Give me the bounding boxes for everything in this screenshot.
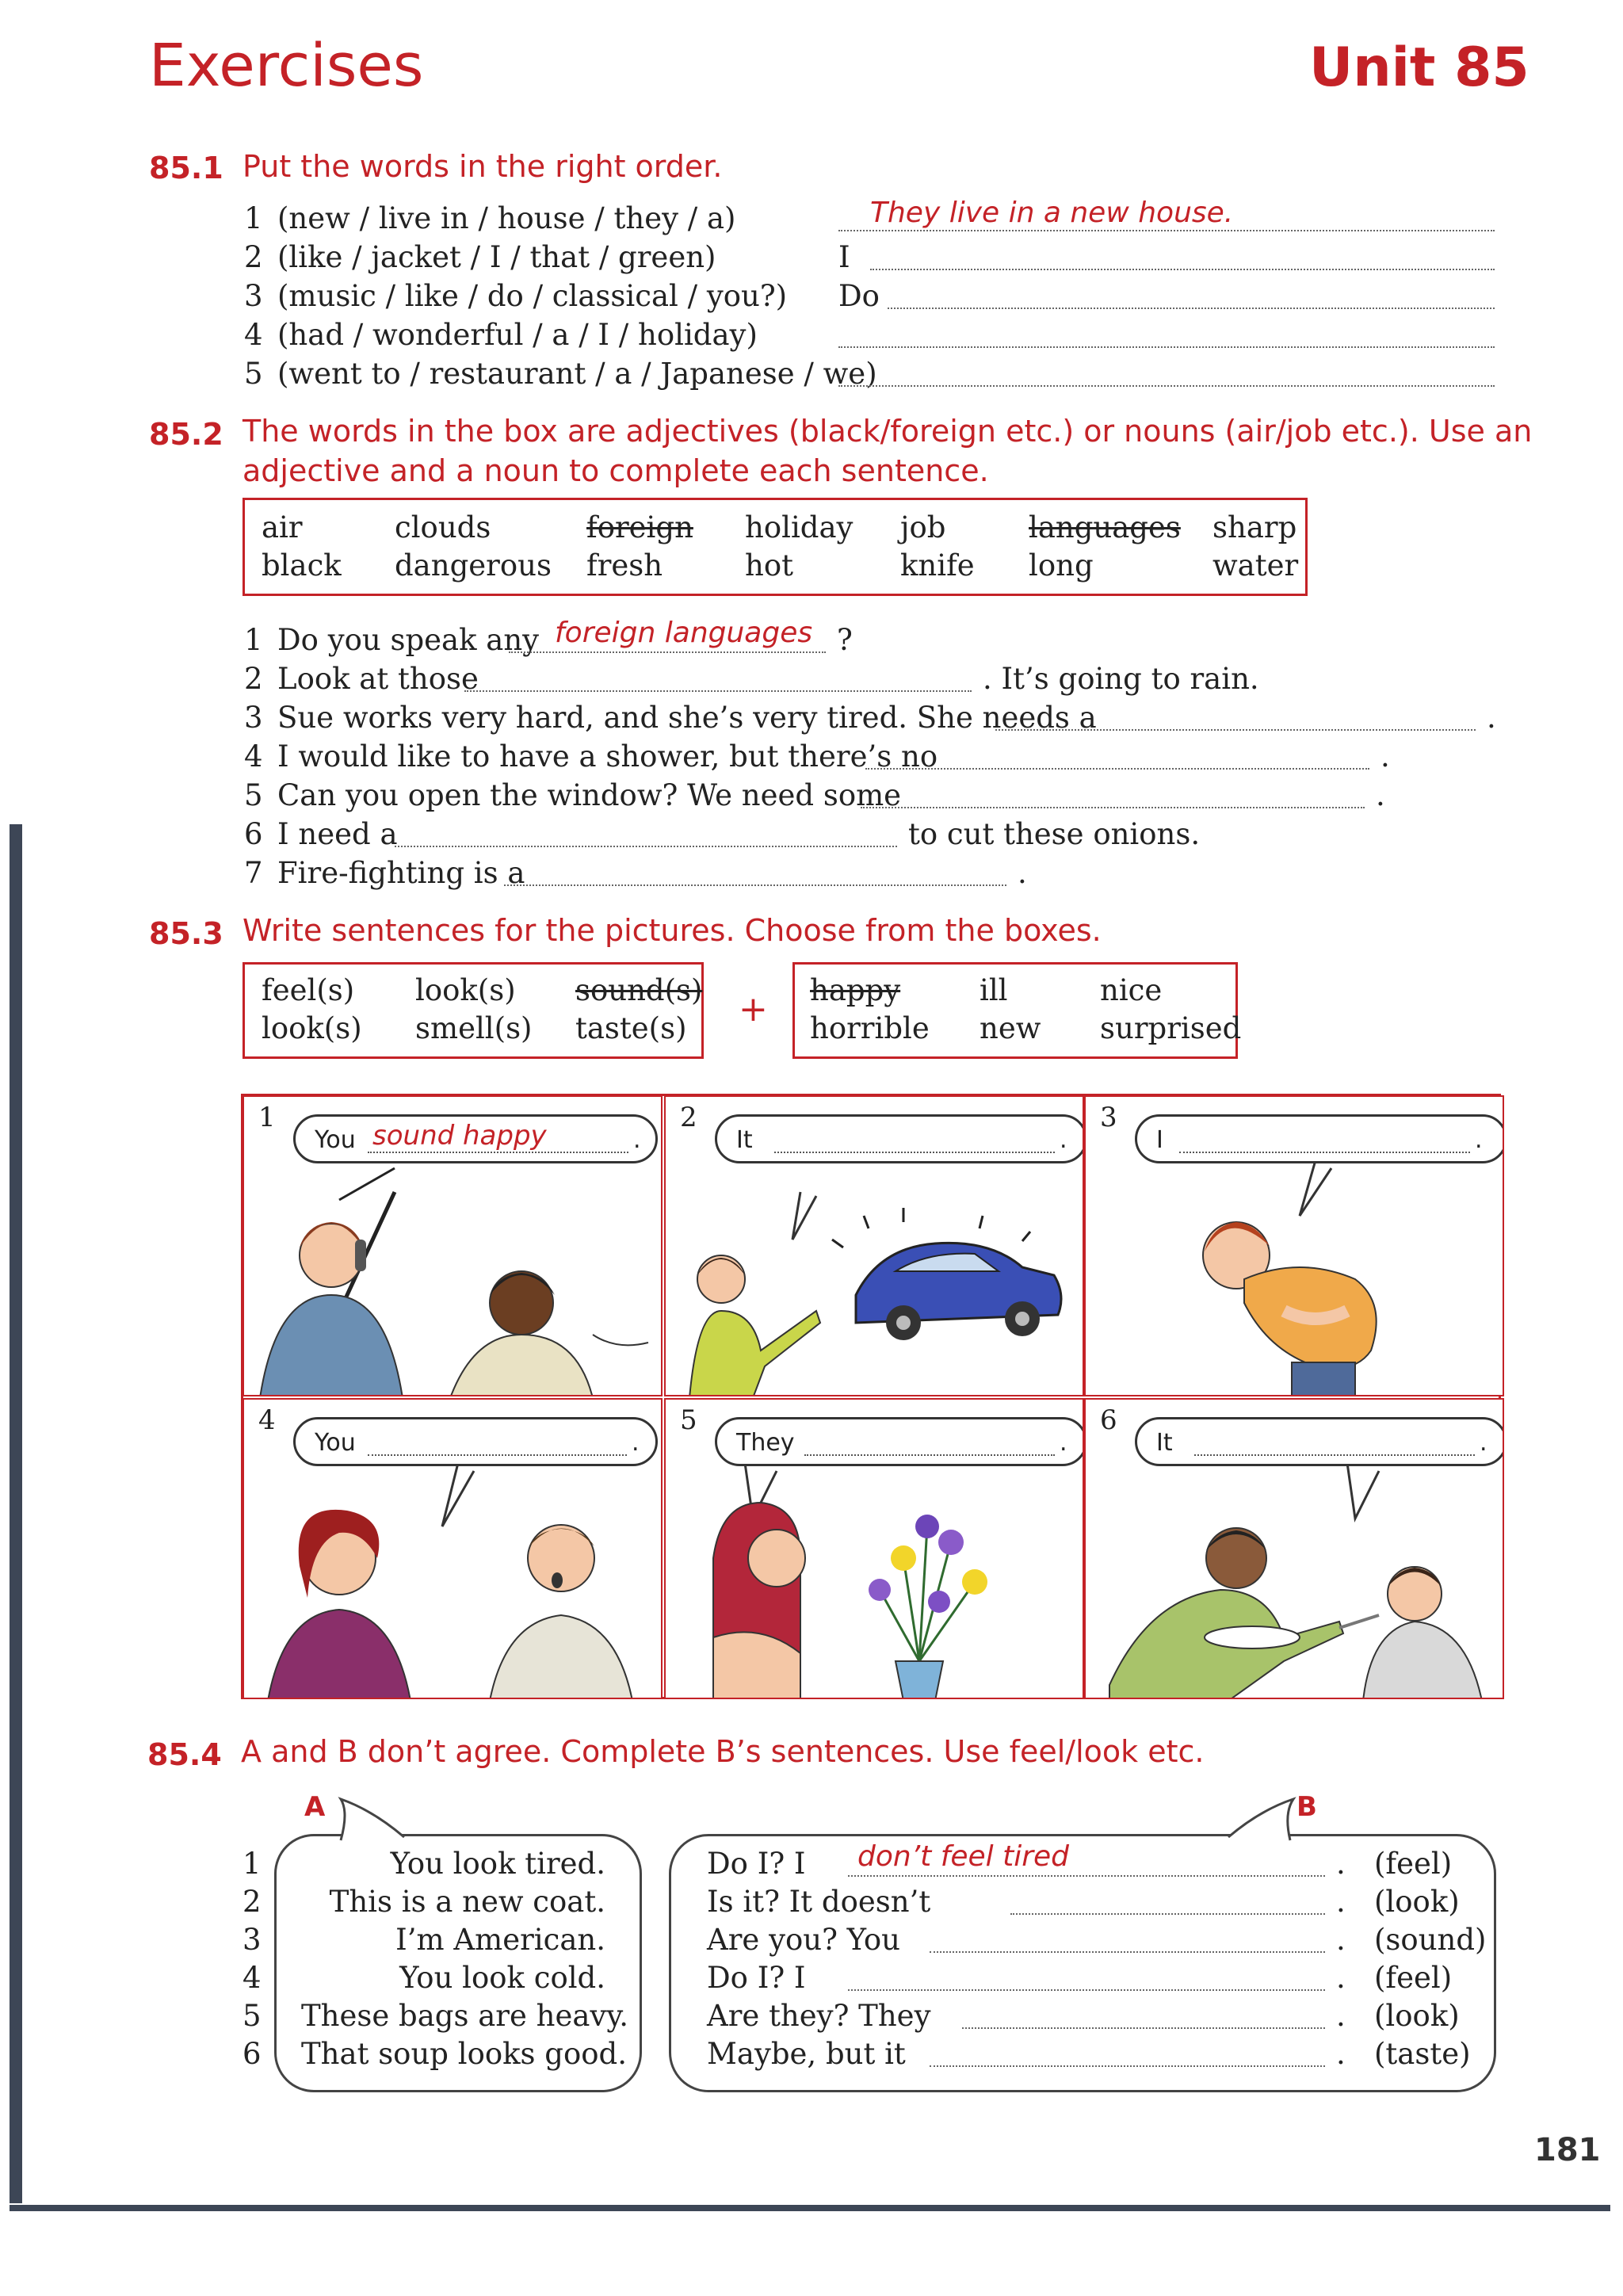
word-prompt: (like / jacket / I / that / green)	[277, 240, 716, 274]
answer-line[interactable]	[509, 651, 826, 653]
sentence-end: .	[1336, 2037, 1346, 2071]
box-word: fresh	[586, 548, 663, 583]
speaker-b-start: Maybe, but it	[707, 2037, 906, 2071]
sentence-end: .	[1336, 1923, 1346, 1957]
bubble-end: .	[1060, 1126, 1067, 1154]
answer-start: I	[838, 240, 850, 274]
panel-number: 4	[258, 1404, 276, 1436]
bubble-tail-a	[325, 1796, 412, 1843]
answer-line	[368, 1152, 628, 1153]
handwritten-answer: don’t feel tired	[857, 1840, 1070, 1873]
bubble-start: It	[736, 1126, 753, 1154]
bubble-start: It	[1156, 1429, 1173, 1457]
speaker-b-start: Are they? They	[707, 1999, 931, 2033]
item-number: 2	[244, 240, 263, 274]
picture-panel	[664, 1398, 1084, 1699]
sentence-end: .	[1376, 778, 1385, 812]
box-word: foreign	[586, 510, 693, 544]
speaker-a-sentence: This is a new coat.	[329, 1885, 605, 1919]
box-word: holiday	[745, 510, 854, 544]
bubble-end: .	[633, 1126, 641, 1154]
sentence-end: to cut these onions.	[908, 817, 1201, 851]
picture-panel	[242, 1095, 663, 1396]
box-word: new	[980, 1011, 1041, 1045]
exercise-number: 85.2	[149, 417, 223, 452]
item-number: 5	[244, 357, 263, 391]
word-prompt: (had / wonderful / a / I / holiday)	[277, 318, 758, 352]
box-word: nice	[1100, 973, 1163, 1007]
sentence-start: I would like to have a shower, but there’s no	[277, 739, 938, 774]
box-word: languages	[1029, 510, 1181, 544]
sentence-end: .	[1381, 739, 1390, 774]
box-word: air	[262, 510, 303, 544]
box-word: feel(s)	[262, 973, 355, 1007]
speaker-a-sentence: That soup looks good.	[301, 2037, 627, 2071]
panel-number: 3	[1100, 1102, 1117, 1133]
speech-bubble[interactable]	[293, 1417, 658, 1466]
speaker-b-start: Do I? I	[707, 1847, 806, 1881]
speaker-a-sentence: You look tired.	[390, 1847, 605, 1881]
answer-line[interactable]	[930, 2065, 1325, 2067]
item-number: 1	[242, 1847, 262, 1881]
panel-number: 2	[680, 1102, 697, 1133]
sentence-start: Sue works very hard, and she’s very tired. She needs a	[277, 701, 1097, 735]
plus-sign: +	[739, 989, 768, 1030]
handwritten-answer: sound happy	[372, 1120, 547, 1152]
box-word: look(s)	[262, 1011, 362, 1045]
box-word: dangerous	[395, 548, 552, 583]
speaker-b-start: Is it? It doesn’t	[707, 1885, 931, 1919]
sentence-end: .	[1336, 1999, 1346, 2033]
box-word: horrible	[810, 1011, 930, 1045]
speaker-a-label: A	[304, 1791, 326, 1823]
answer-line[interactable]	[395, 846, 897, 847]
verb-hint: (feel)	[1374, 1961, 1453, 1995]
handwritten-answer: foreign languages	[555, 617, 813, 649]
speaker-b-label: B	[1296, 1791, 1317, 1823]
box-word: smell(s)	[415, 1011, 533, 1045]
sentence-end: .	[1336, 1847, 1346, 1881]
item-number: 4	[244, 318, 263, 352]
handwritten-answer: They live in a new house.	[870, 197, 1234, 229]
verb-hint: (look)	[1374, 1999, 1460, 2033]
box-word: happy	[810, 973, 901, 1007]
answer-line[interactable]	[870, 269, 1495, 270]
verb-hint: (taste)	[1374, 2037, 1471, 2071]
answer-line[interactable]	[838, 385, 1495, 387]
box-word: knife	[900, 548, 975, 583]
speaker-a-sentence: I’m American.	[395, 1923, 605, 1957]
sentence-start: Fire-fighting is a	[277, 856, 525, 890]
item-number: 5	[242, 1999, 262, 2033]
bubble-start: I	[1156, 1126, 1163, 1154]
speech-bubble[interactable]	[1135, 1417, 1504, 1466]
bubble-start: They	[736, 1429, 795, 1457]
sentence-end: .	[1487, 701, 1496, 735]
item-number: 6	[244, 817, 263, 851]
item-number: 1	[244, 201, 263, 235]
box-word: surprised	[1100, 1011, 1242, 1045]
sentence-start: Can you open the window? We need some	[277, 778, 902, 812]
exercise-instruction: adjective and a noun to complete each sentence.	[242, 453, 989, 488]
word-prompt: (new / live in / house / they / a)	[277, 201, 736, 235]
item-number: 2	[244, 662, 263, 696]
bubble-start: You	[315, 1429, 356, 1457]
answer-line[interactable]	[962, 2027, 1325, 2029]
word-prompt: (went to / restaurant / a / Japanese / we)	[277, 357, 877, 391]
exercise-instruction: Write sentences for the pictures. Choose from the boxes.	[242, 913, 1102, 948]
box-word: sound(s)	[575, 973, 703, 1007]
speech-bubble[interactable]	[715, 1417, 1084, 1466]
box-word: taste(s)	[575, 1011, 687, 1045]
picture-panel	[242, 1398, 663, 1699]
picture-panel	[664, 1095, 1084, 1396]
sentence-start: Do you speak any	[277, 623, 540, 657]
answer-line	[1194, 1454, 1475, 1456]
speaker-b-start: Do I? I	[707, 1961, 806, 1995]
exercise-instruction: A and B don’t agree. Complete B’s sentences. Use feel/look etc.	[241, 1734, 1205, 1769]
speech-bubble[interactable]	[1135, 1114, 1504, 1163]
box-word: look(s)	[415, 973, 516, 1007]
answer-line[interactable]	[865, 768, 1369, 770]
picture-panel	[1084, 1095, 1504, 1396]
item-number: 6	[242, 2037, 262, 2071]
bubble-end: .	[632, 1429, 640, 1457]
bubble-start: You	[315, 1126, 356, 1154]
page-number: 181	[1534, 2132, 1601, 2168]
exercise-instruction: Put the words in the right order.	[242, 149, 723, 184]
box-word: sharp	[1212, 510, 1297, 544]
bubble-end: .	[1060, 1429, 1067, 1457]
box-word: clouds	[395, 510, 491, 544]
answer-line[interactable]	[861, 807, 1365, 808]
exercise-number: 85.1	[149, 151, 223, 185]
item-number: 3	[244, 279, 263, 313]
answer-start: Do	[838, 279, 880, 313]
sentence-end: . It’s going to rain.	[983, 662, 1259, 696]
bubble-end: .	[1480, 1429, 1487, 1457]
item-number: 5	[244, 778, 263, 812]
item-number: 3	[242, 1923, 262, 1957]
answer-line[interactable]	[838, 230, 1495, 231]
exercise-number: 85.4	[147, 1737, 222, 1772]
answer-line	[1179, 1152, 1470, 1153]
page-title: Exercises	[149, 32, 424, 100]
box-word: job	[900, 510, 946, 544]
verb-hint: (sound)	[1374, 1923, 1487, 1957]
speaker-a-sentence: You look cold.	[399, 1961, 605, 1995]
item-number: 1	[244, 623, 263, 657]
box-word: long	[1029, 548, 1094, 583]
page-spine-bar	[10, 824, 22, 2203]
sentence-start: Look at those	[277, 662, 479, 696]
word-prompt: (music / like / do / classical / you?)	[277, 279, 788, 313]
sentence-end: ?	[837, 623, 853, 657]
answer-line[interactable]	[930, 1951, 1325, 1953]
verb-hint: (feel)	[1374, 1847, 1453, 1881]
speaker-b-start: Are you? You	[707, 1923, 900, 1957]
answer-line[interactable]	[838, 346, 1495, 348]
item-number: 4	[244, 739, 263, 774]
sentence-end: .	[1336, 1961, 1346, 1995]
bubble-tail-b	[1220, 1796, 1308, 1843]
answer-line[interactable]	[888, 308, 1495, 309]
panel-number: 6	[1100, 1404, 1117, 1436]
answer-line[interactable]	[848, 1989, 1325, 1991]
panel-number: 5	[680, 1404, 697, 1436]
verb-hint: (look)	[1374, 1885, 1460, 1919]
box-word: water	[1212, 548, 1299, 583]
speech-bubble[interactable]	[293, 1114, 658, 1163]
picture-panel	[1084, 1398, 1504, 1699]
speaker-a-sentence: These bags are heavy.	[301, 1999, 629, 2033]
sentence-end: .	[1018, 856, 1027, 890]
speech-bubble[interactable]	[715, 1114, 1084, 1163]
item-number: 3	[244, 701, 263, 735]
exercise-number: 85.3	[149, 916, 223, 951]
page-bottom-rule	[10, 2205, 1610, 2211]
item-number: 7	[244, 856, 263, 890]
item-number: 4	[242, 1961, 262, 1995]
box-word: ill	[980, 973, 1008, 1007]
answer-line[interactable]	[464, 690, 972, 692]
exercise-instruction: The words in the box are adjectives (black/foreign etc.) or nouns (air/job etc.). Use an	[242, 414, 1533, 449]
answer-line[interactable]	[995, 729, 1476, 731]
item-number: 2	[242, 1885, 262, 1919]
panel-number: 1	[258, 1102, 276, 1133]
answer-line	[774, 1152, 1055, 1153]
answer-line	[804, 1454, 1055, 1456]
box-word: hot	[745, 548, 793, 583]
answer-line[interactable]	[848, 1875, 1325, 1877]
box-word: black	[262, 548, 342, 583]
unit-label: Unit 85	[1309, 36, 1529, 99]
answer-line[interactable]	[504, 884, 1006, 886]
answer-line	[368, 1454, 627, 1456]
sentence-start: I need a	[277, 817, 398, 851]
sentence-end: .	[1336, 1885, 1346, 1919]
answer-line[interactable]	[1010, 1913, 1325, 1915]
bubble-end: .	[1475, 1126, 1483, 1154]
